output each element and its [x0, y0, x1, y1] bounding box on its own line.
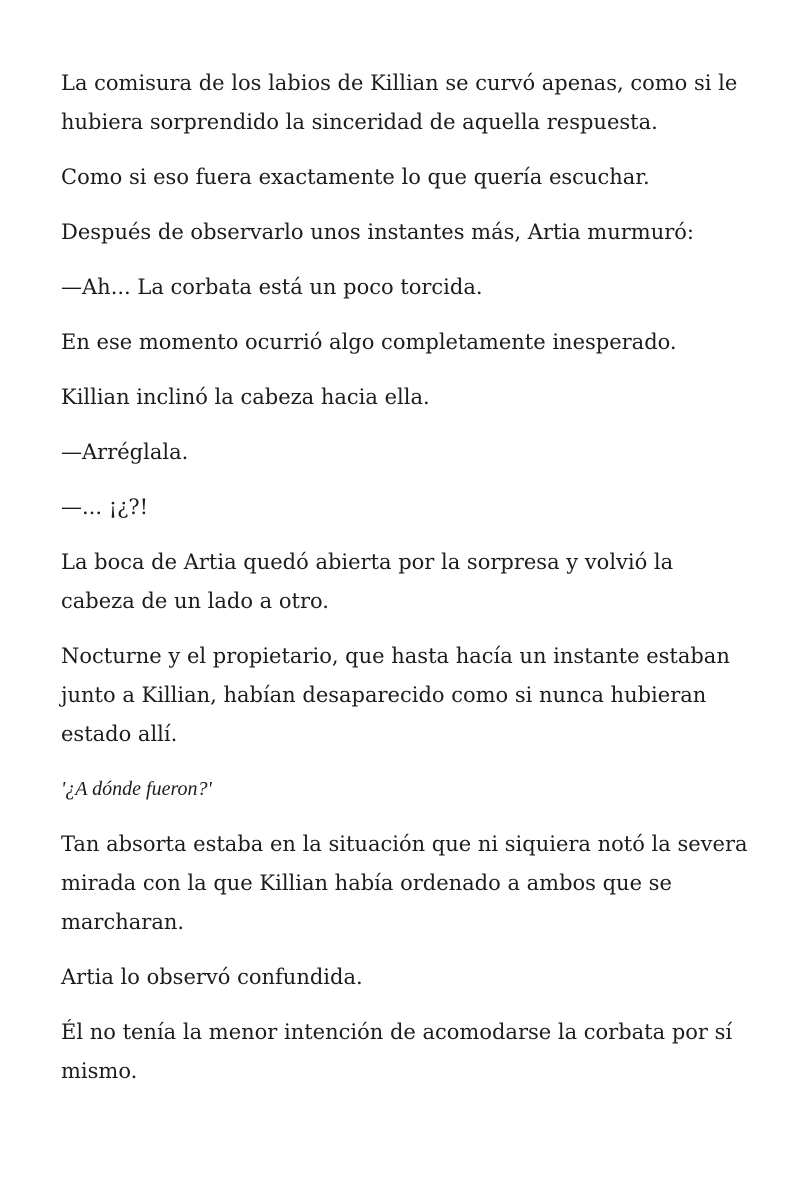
page-text — [61, 64, 751, 1107]
paragraph: Nocturne y el propietario, que hasta hacía un instante estaban junto a Killian, habían desaparecido como si nunca hubieran estado allí. — [61, 644, 730, 746]
paragraph: Tan absorta estaba en la situación que ni siquiera notó la severa mirada con la que Killian había ordenado a ambos que se marcharan. — [61, 832, 748, 934]
inner-thought: '¿A dónde fueron?' — [61, 778, 212, 800]
dialogue-line: —Ah... La corbata está un poco torcida. — [61, 275, 483, 299]
paragraph: En ese momento ocurrió algo completamente inesperado. — [61, 330, 677, 354]
paragraph: La boca de Artia quedó abierta por la sorpresa y volvió la cabeza de un lado a otro. — [61, 550, 674, 613]
paragraph: Como si eso fuera exactamente lo que quería escuchar. — [61, 165, 650, 189]
dialogue-line: —... ¡¿?! — [61, 495, 149, 519]
paragraph: Él no tenía la menor intención de acomodarse la corbata por sí mismo. — [61, 1020, 733, 1083]
paragraph: La comisura de los labios de Killian se curvó apenas, como si le hubiera sorprendido la sinceridad de aquella respuesta. — [61, 71, 738, 134]
dialogue-line: —Arréglala. — [61, 440, 189, 464]
paragraph: Después de observarlo unos instantes más, Artia murmuró: — [61, 220, 694, 244]
paragraph: Killian inclinó la cabeza hacia ella. — [61, 385, 430, 409]
paragraph: Artia lo observó confundida. — [61, 965, 363, 989]
